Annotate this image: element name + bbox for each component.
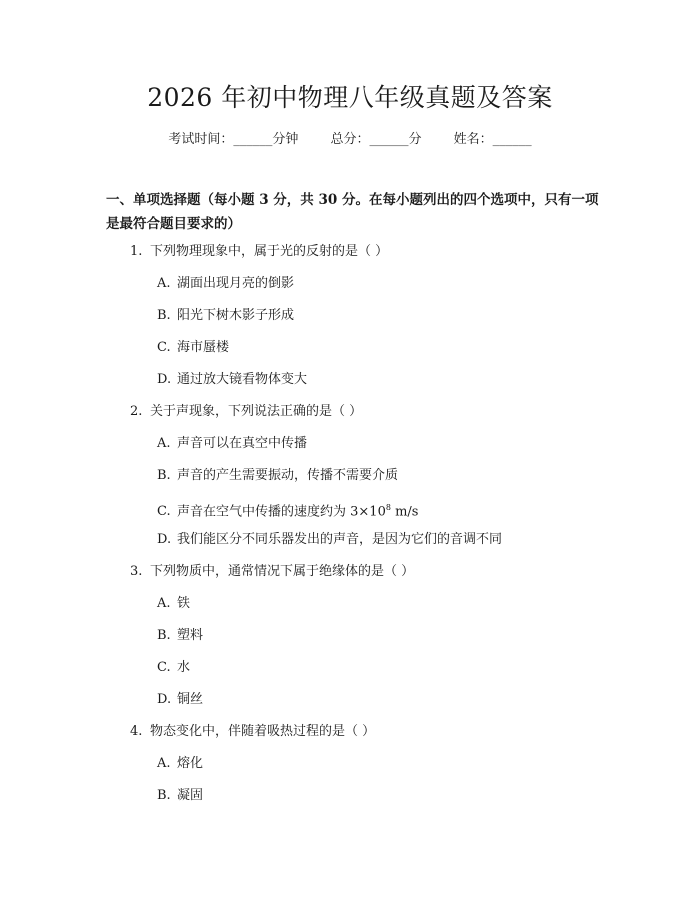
option-letter: B. — [157, 628, 171, 643]
question-stem: 关于声现象，下列说法正确的是（ ） — [150, 404, 363, 419]
question-stem: 下列物质中，通常情况下属于绝缘体的是（ ） — [150, 564, 415, 579]
option-text: 铁 — [177, 596, 191, 611]
exam-time-label: 考试时间： — [168, 132, 234, 147]
option-text: 湖面出现月亮的倒影 — [177, 276, 295, 291]
option-letter: A. — [157, 276, 171, 291]
option-3d — [157, 690, 700, 722]
option-letter: A. — [157, 756, 171, 771]
question-number: 2. — [130, 404, 143, 419]
option-text: 阳光下树木影子形成 — [177, 308, 295, 323]
option-letter: C. — [157, 340, 171, 355]
option-letter: C. — [157, 660, 171, 675]
name-field — [454, 132, 532, 147]
total-score-blank: ______ — [369, 132, 409, 147]
option-text: 熔化 — [177, 756, 204, 771]
section-heading-line-1: 一、单项选择题（每小题 3 分，共 30 分。在每小题列出的四个选项中，只有一项 — [106, 192, 599, 208]
option-letter: A. — [157, 596, 171, 611]
total-score-field — [330, 132, 421, 147]
option-1c — [157, 338, 700, 370]
option-1a — [157, 274, 700, 306]
question-list — [0, 242, 700, 818]
option-2c — [157, 498, 700, 530]
option-3a — [157, 594, 700, 626]
question-stem: 物态变化中，伴随着吸热过程的是（ ） — [150, 724, 376, 739]
question-number: 1. — [130, 244, 143, 259]
option-letter: B. — [157, 788, 171, 803]
option-1b — [157, 306, 700, 338]
total-score-unit: 分 — [408, 132, 422, 147]
question-1 — [130, 242, 700, 274]
option-text: 海市蜃楼 — [177, 340, 230, 355]
question-stem: 下列物理现象中，属于光的反射的是（ ） — [150, 244, 389, 259]
exam-time-blank: ______ — [233, 132, 273, 147]
option-4b — [157, 786, 700, 818]
option-text: 塑料 — [177, 628, 204, 643]
name-label: 姓名： — [453, 132, 493, 147]
option-text: 凝固 — [177, 788, 204, 803]
total-score-label: 总分： — [330, 132, 370, 147]
option-letter: B. — [157, 308, 171, 323]
option-text: 声音可以在真空中传播 — [177, 436, 308, 451]
option-text: 铜丝 — [177, 692, 204, 707]
option-letter: A. — [157, 436, 171, 451]
option-3b — [157, 626, 700, 658]
question-number: 4. — [130, 724, 143, 739]
option-text: 声音的产生需要振动，传播不需要介质 — [177, 468, 399, 483]
question-2 — [130, 402, 700, 434]
option-letter: B. — [157, 468, 171, 483]
option-2a — [157, 434, 700, 466]
option-1d — [157, 370, 700, 402]
option-4a — [157, 754, 700, 786]
option-text: 水 — [177, 660, 191, 675]
option-letter: D. — [157, 692, 172, 707]
option-text: 我们能区分不同乐器发出的声音，是因为它们的音调不同 — [177, 532, 503, 547]
option-text-after: m/s — [390, 504, 419, 520]
option-letter: D. — [157, 532, 172, 547]
name-blank: ______ — [492, 132, 532, 147]
section-heading — [106, 188, 606, 236]
option-text: 通过放大镜看物体变大 — [177, 372, 308, 387]
option-letter: D. — [157, 372, 172, 387]
option-letter: C. — [157, 504, 171, 520]
exam-time-field — [168, 132, 298, 147]
option-2d — [157, 530, 700, 562]
option-text-before: 声音在空气中传播的速度约为 3×10 — [177, 504, 386, 520]
option-superscript: 8 — [385, 503, 391, 512]
exam-time-unit: 分钟 — [272, 132, 299, 147]
page-title: 2026 年初中物理八年级真题及答案 — [147, 83, 553, 112]
option-2b — [157, 466, 700, 498]
question-number: 3. — [130, 564, 143, 579]
question-4 — [130, 722, 700, 754]
section-heading-line-2: 是最符合题目要求的） — [106, 216, 241, 232]
question-3 — [130, 562, 700, 594]
exam-info-line — [0, 129, 700, 151]
option-3c — [157, 658, 700, 690]
